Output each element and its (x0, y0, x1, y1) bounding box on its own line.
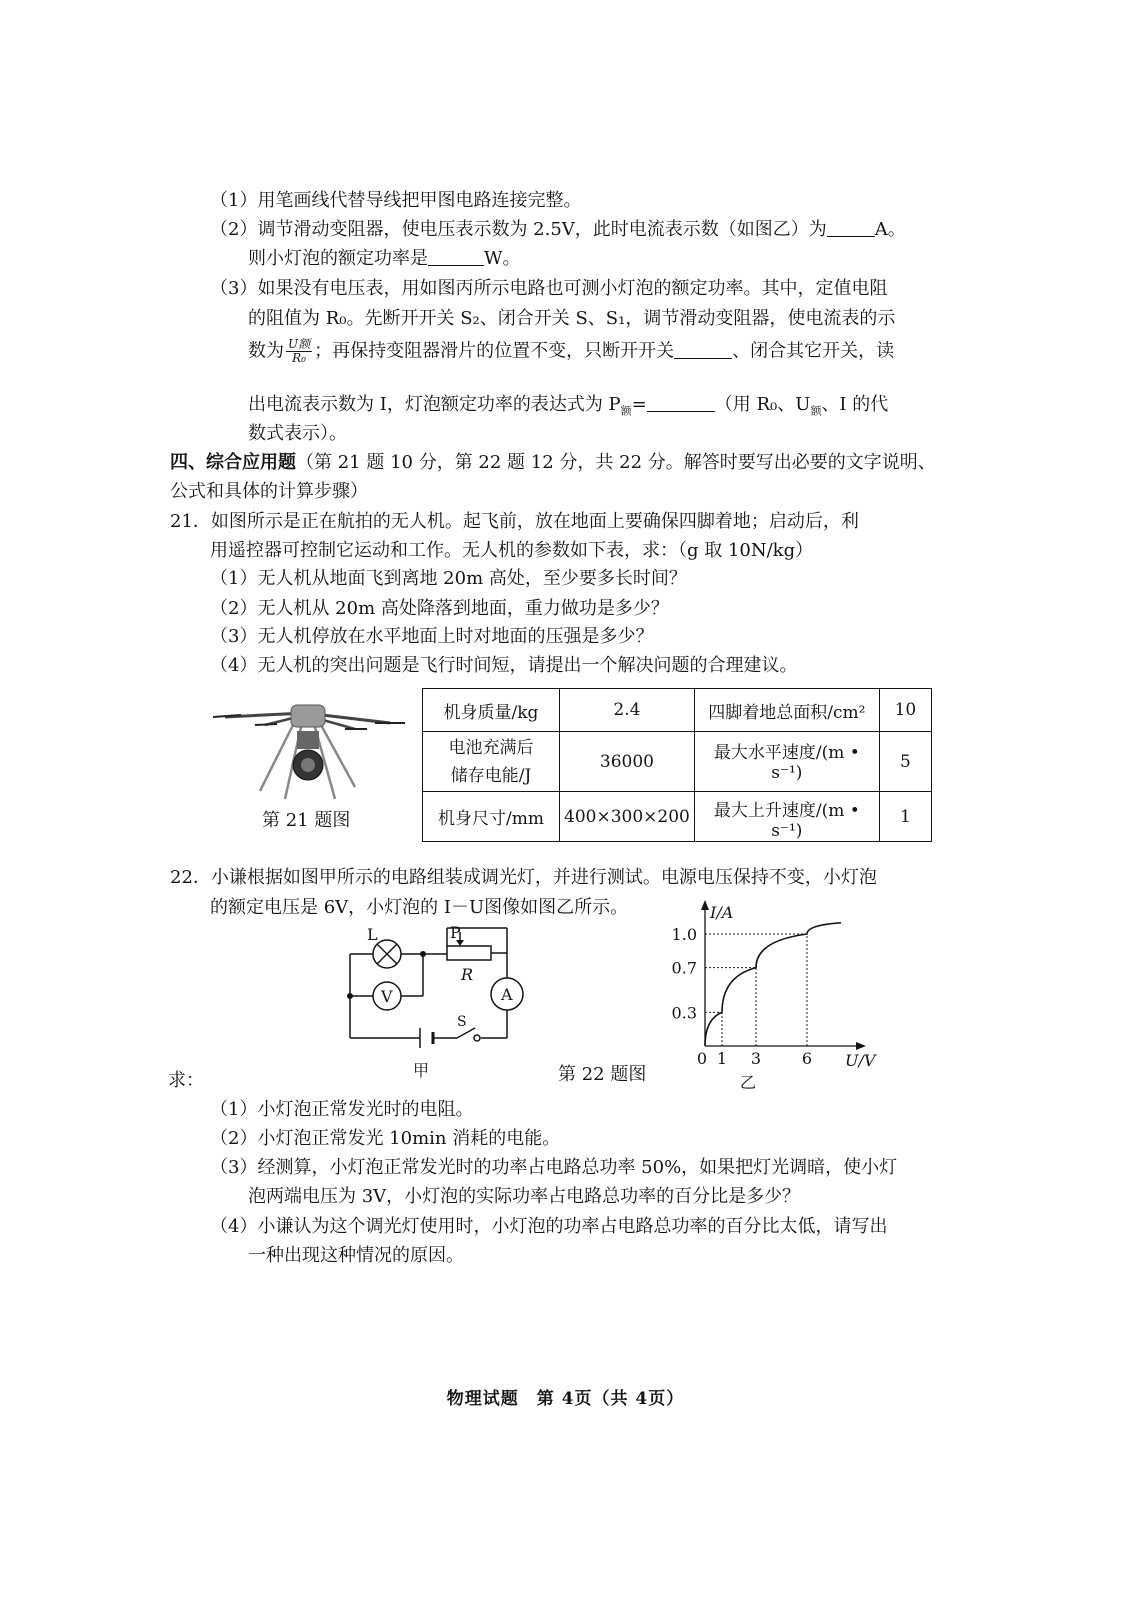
iu-graph (660, 898, 890, 1090)
q21-figure-caption: 第 21 题图 (262, 810, 351, 831)
drone-body (291, 705, 325, 727)
subscript-e: 额 (620, 404, 632, 418)
q22-sub3-a: （3）经测算，小灯泡正常发光时的功率占电路总功率 50%，如果把灯光调暗，使小灯 (210, 1157, 898, 1178)
x-tick-label: 0 (696, 1049, 708, 1068)
table-cell: 机身质量/kg (423, 689, 560, 732)
q22-sub1: （1）小灯泡正常发光时的电阻。 (210, 1099, 474, 1120)
table-row (423, 792, 932, 842)
table-cell: 最大上升速度/(m • s⁻¹) (694, 792, 879, 842)
q20-part1: （1）用笔画线代替导线把甲图电路连接完整。 (210, 190, 582, 211)
switch-contact (474, 1035, 480, 1041)
q22-sub2: （2）小灯泡正常发光 10min 消耗的电能。 (210, 1128, 561, 1149)
q20-part3-line3 (248, 338, 894, 365)
equals-sign: = (631, 394, 647, 415)
fraction-u-over-r0 (286, 338, 312, 365)
table-cell: 机身尺寸/mm (423, 792, 560, 842)
q22-sub4-b: 一种出现这种情况的原因。 (248, 1245, 464, 1266)
q20-part2-text: （2）调节滑动变阻器，使电压表示数为 2.5V，此时电流表示数（如图乙）为 (210, 219, 827, 240)
q20-part2-text2: 则小灯泡的额定功率是 (248, 248, 428, 269)
table-cell-line: 电池充满后 (448, 737, 534, 758)
section4-note-b: 公式和具体的计算步骤） (170, 481, 368, 502)
section4-note-a: （第 21 题 10 分，第 22 题 12 分，共 22 分。解答时要写出必要的文字说明、 (296, 452, 936, 473)
y-axis-arrow (701, 900, 709, 910)
drone-rotor-3 (255, 724, 277, 725)
circuit-caption: 甲 (413, 1061, 430, 1080)
junction-dot (420, 951, 426, 957)
q20-part3-text-c: 、闭合其它开关，读 (732, 340, 895, 362)
label-r: R (461, 965, 474, 984)
table-row (423, 732, 932, 792)
y-tick-label: 0.3 (671, 1003, 697, 1023)
circuit-diagram (335, 918, 535, 1083)
q20-part3-line4 (248, 392, 888, 425)
q20-part3-text-a: 数为 (248, 340, 284, 362)
x-axis-label: U/V (845, 1051, 876, 1070)
q20-part3-line2: 的阻值为 R₀。先断开开关 S₂、闭合开关 S、S₁，调节滑动变阻器，使电流表的示 (248, 308, 896, 329)
q22-stem-b: 的额定电压是 6V，小灯泡的 I－U图像如图乙所示。 (210, 897, 629, 918)
label-a: A (501, 985, 513, 1004)
q20-part2-line1 (210, 217, 906, 243)
drone-leg-4 (321, 725, 355, 787)
junction-dot (347, 993, 353, 999)
drone-image (205, 695, 410, 805)
table-cell: 1 (879, 792, 931, 842)
q22-qiu: 求： (168, 1070, 204, 1091)
q20-part2-line2 (248, 246, 521, 272)
y-tick-label: 0.7 (671, 958, 697, 978)
table-cell: 四脚着地总面积/cm² (694, 689, 879, 732)
q20-part2-unit2: W。 (484, 248, 521, 269)
q21-sub4: （4）无人机的突出问题是飞行时间短，请提出一个解决问题的合理建议。 (210, 655, 798, 676)
answer-blank-switch[interactable] (674, 340, 732, 359)
q20-part3-text-f: 、I 的代 (821, 394, 889, 415)
table-cell (423, 732, 560, 792)
q21-sub3: （3）无人机停放在水平地面上时对地面的压强是多少？ (210, 626, 654, 647)
x-tick-label: 3 (750, 1049, 762, 1068)
q20-part3-line5: 数式表示）。 (248, 423, 347, 444)
section4-title: 四、综合应用题 (170, 452, 296, 473)
q20-part3-text-b: ；再保持变阻器滑片的位置不变，只断开开关 (314, 340, 675, 362)
table-row (423, 689, 932, 732)
table-cell: 2.4 (560, 689, 695, 732)
subscript-e2: 额 (810, 404, 822, 418)
label-v: V (381, 987, 393, 1006)
answer-blank-expression[interactable] (647, 393, 715, 412)
graph-caption: 乙 (740, 1073, 757, 1090)
q21-stem-b: 用遥控器可控制它运动和工作。无人机的参数如下表，求：（g 取 10N/kg） (210, 540, 814, 561)
label-p: P (450, 923, 461, 942)
q20-part3-text-e: （用 R₀、U (714, 394, 811, 415)
table-cell: 最大水平速度/(m • s⁻¹) (694, 732, 879, 792)
q21-sub1: （1）无人机从地面飞到离地 20m 高处，至少要多长时间？ (210, 568, 687, 589)
y-tick-label: 1.0 (671, 925, 697, 944)
q21-sub2: （2）无人机从 20m 高处降落到地面，重力做功是多少？ (210, 598, 669, 619)
table-cell: 5 (879, 732, 931, 792)
rheostat-symbol (447, 946, 491, 960)
q21-stem-a: 21．如图所示是正在航拍的无人机。起飞前，放在地面上要确保四脚着地；启动后，利 (170, 511, 859, 532)
q20-part3-text-d: 出电流表示数为 I，灯泡额定功率的表达式为 P (248, 394, 621, 415)
q20-part2-unit: A。 (874, 219, 906, 240)
section4-heading (170, 450, 936, 476)
q22-stem-a: 22．小谦根据如图甲所示的电路组装成调光灯，并进行测试。电源电压保持不变，小灯泡 (170, 867, 877, 888)
fraction-denominator: R₀ (292, 351, 306, 365)
fraction-numerator: U额 (288, 337, 311, 351)
q22-figure-caption: 第 22 题图 (558, 1064, 647, 1085)
q22-sub4-a: （4）小谦认为这个调光灯使用时，小灯泡的功率占电路总功率的百分比太低，请写出 (210, 1216, 888, 1237)
answer-blank-power[interactable] (428, 247, 484, 266)
x-tick-label: 6 (801, 1049, 813, 1068)
label-s: S (457, 1014, 467, 1030)
guide-lines (705, 934, 807, 1046)
q20-part3-line1: （3）如果没有电压表，用如图丙所示电路也可测小灯泡的额定功率。其中，定值电阻 (210, 278, 888, 299)
drone-lens (301, 758, 315, 772)
x-axis-arrow (856, 1042, 866, 1050)
table-cell: 36000 (560, 732, 695, 792)
iu-curve (705, 923, 841, 1046)
x-tick-label: 1 (716, 1049, 728, 1068)
drone-parameter-table (422, 688, 932, 842)
table-cell: 10 (879, 689, 931, 732)
label-l: L (367, 925, 378, 944)
table-cell-line: 储存电能/J (450, 765, 532, 786)
y-axis-label: I/A (710, 903, 734, 922)
drone-gimbal (297, 731, 319, 749)
answer-blank-current[interactable] (827, 218, 875, 237)
q22-sub3-b: 泡两端电压为 3V，小灯泡的实际功率占电路总功率的百分比是多少？ (248, 1186, 801, 1207)
page-footer: 物理试题 第 4页（共 4页） (446, 1389, 685, 1409)
table-cell: 400×300×200 (560, 792, 695, 842)
